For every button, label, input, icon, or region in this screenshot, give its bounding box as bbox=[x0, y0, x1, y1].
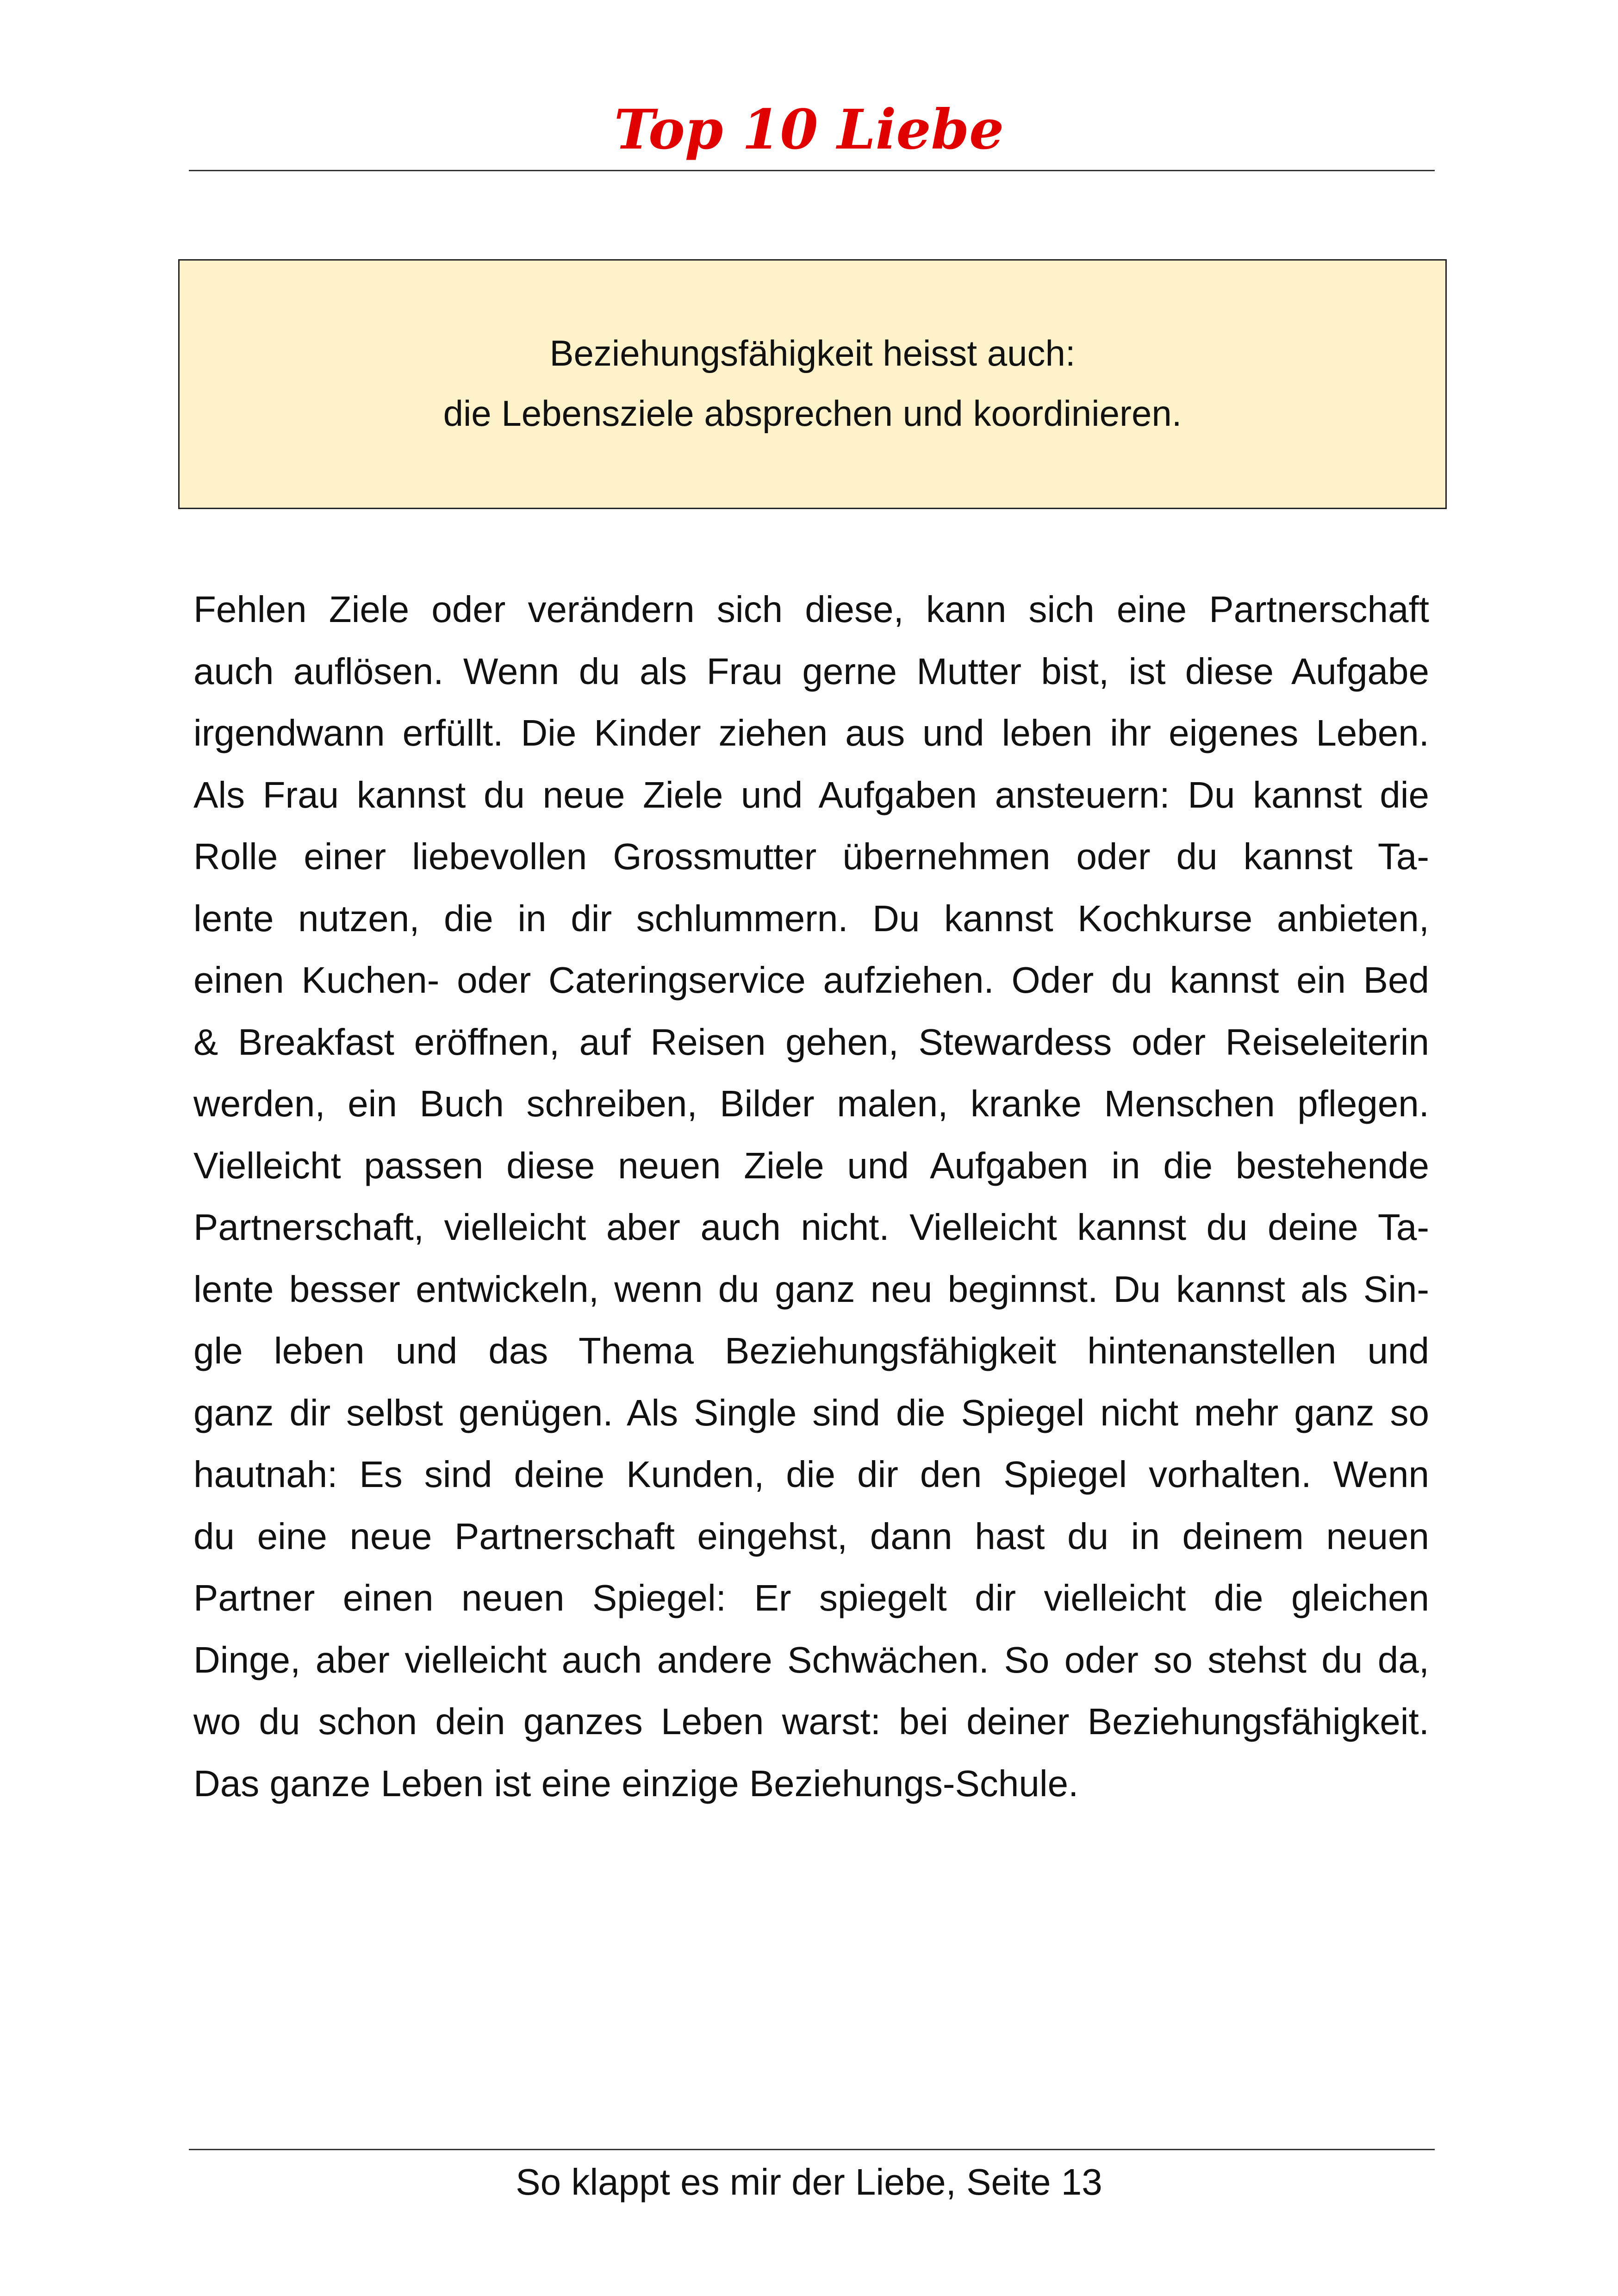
body-line: gle leben und das Thema Beziehungsfähigkeit hintenanstellen und bbox=[193, 1330, 1429, 1371]
body-line: werden, ein Buch schreiben, Bilder malen, kranke Menschen pflegen. bbox=[193, 1083, 1429, 1124]
body-line: einen Kuchen- oder Cateringservice aufziehen. Oder du kannst ein Bed bbox=[193, 959, 1429, 1001]
body-line: ganz dir selbst genügen. Als Single sind die Spiegel nicht mehr ganz so bbox=[193, 1392, 1429, 1433]
body-line: Rolle einer liebevollen Grossmutter übernehmen oder du kannst Ta- bbox=[193, 836, 1429, 877]
body-line: Partnerschaft, vielleicht aber auch nicht. Vielleicht kannst du deine Ta- bbox=[193, 1207, 1429, 1248]
body-line: Dinge, aber vielleicht auch andere Schwächen. So oder so stehst du da, bbox=[193, 1639, 1429, 1680]
page-footer: So klappt es mir der Liebe, Seite 13 bbox=[516, 2161, 1102, 2203]
body-line: Das ganze Leben ist eine einzige Beziehungs-Schule. bbox=[193, 1762, 1079, 1804]
callout-box bbox=[178, 259, 1447, 509]
footer-divider bbox=[189, 2149, 1435, 2150]
page-header-title: Top 10 Liebe bbox=[614, 97, 1004, 162]
body-line: irgendwann erfüllt. Die Kinder ziehen aus und leben ihr eigenes Leben. bbox=[193, 712, 1429, 753]
header-divider bbox=[189, 170, 1435, 171]
callout-line: Beziehungsfähigkeit heisst auch: bbox=[549, 333, 1076, 373]
body-paragraph bbox=[193, 579, 1429, 1814]
body-line: Fehlen Ziele oder verändern sich diese, kann sich eine Partnerschaft bbox=[193, 589, 1429, 630]
body-line: Als Frau kannst du neue Ziele und Aufgaben ansteuern: Du kannst die bbox=[193, 774, 1429, 815]
body-line: hautnah: Es sind deine Kunden, die dir den Spiegel vorhalten. Wenn bbox=[193, 1454, 1429, 1495]
body-line: wo du schon dein ganzes Leben warst: bei deiner Beziehungsfähigkeit. bbox=[193, 1701, 1429, 1742]
body-line: lente nutzen, die in dir schlummern. Du kannst Kochkurse anbieten, bbox=[193, 897, 1429, 939]
callout-line: die Lebensziele absprechen und koordinieren. bbox=[443, 393, 1182, 434]
body-line: Vielleicht passen diese neuen Ziele und Aufgaben in die bestehende bbox=[193, 1145, 1429, 1186]
body-line: Partner einen neuen Spiegel: Er spiegelt dir vielleicht die gleichen bbox=[193, 1577, 1429, 1618]
body-line: auch auflösen. Wenn du als Frau gerne Mutter bist, ist diese Aufgabe bbox=[193, 650, 1429, 692]
body-line: lente besser entwickeln, wenn du ganz neu beginnst. Du kannst als Sin- bbox=[193, 1268, 1429, 1310]
body-line: & Breakfast eröffnen, auf Reisen gehen, Stewardess oder Reiseleiterin bbox=[193, 1021, 1429, 1063]
body-line: du eine neue Partnerschaft eingehst, dann hast du in deinem neuen bbox=[193, 1515, 1429, 1557]
